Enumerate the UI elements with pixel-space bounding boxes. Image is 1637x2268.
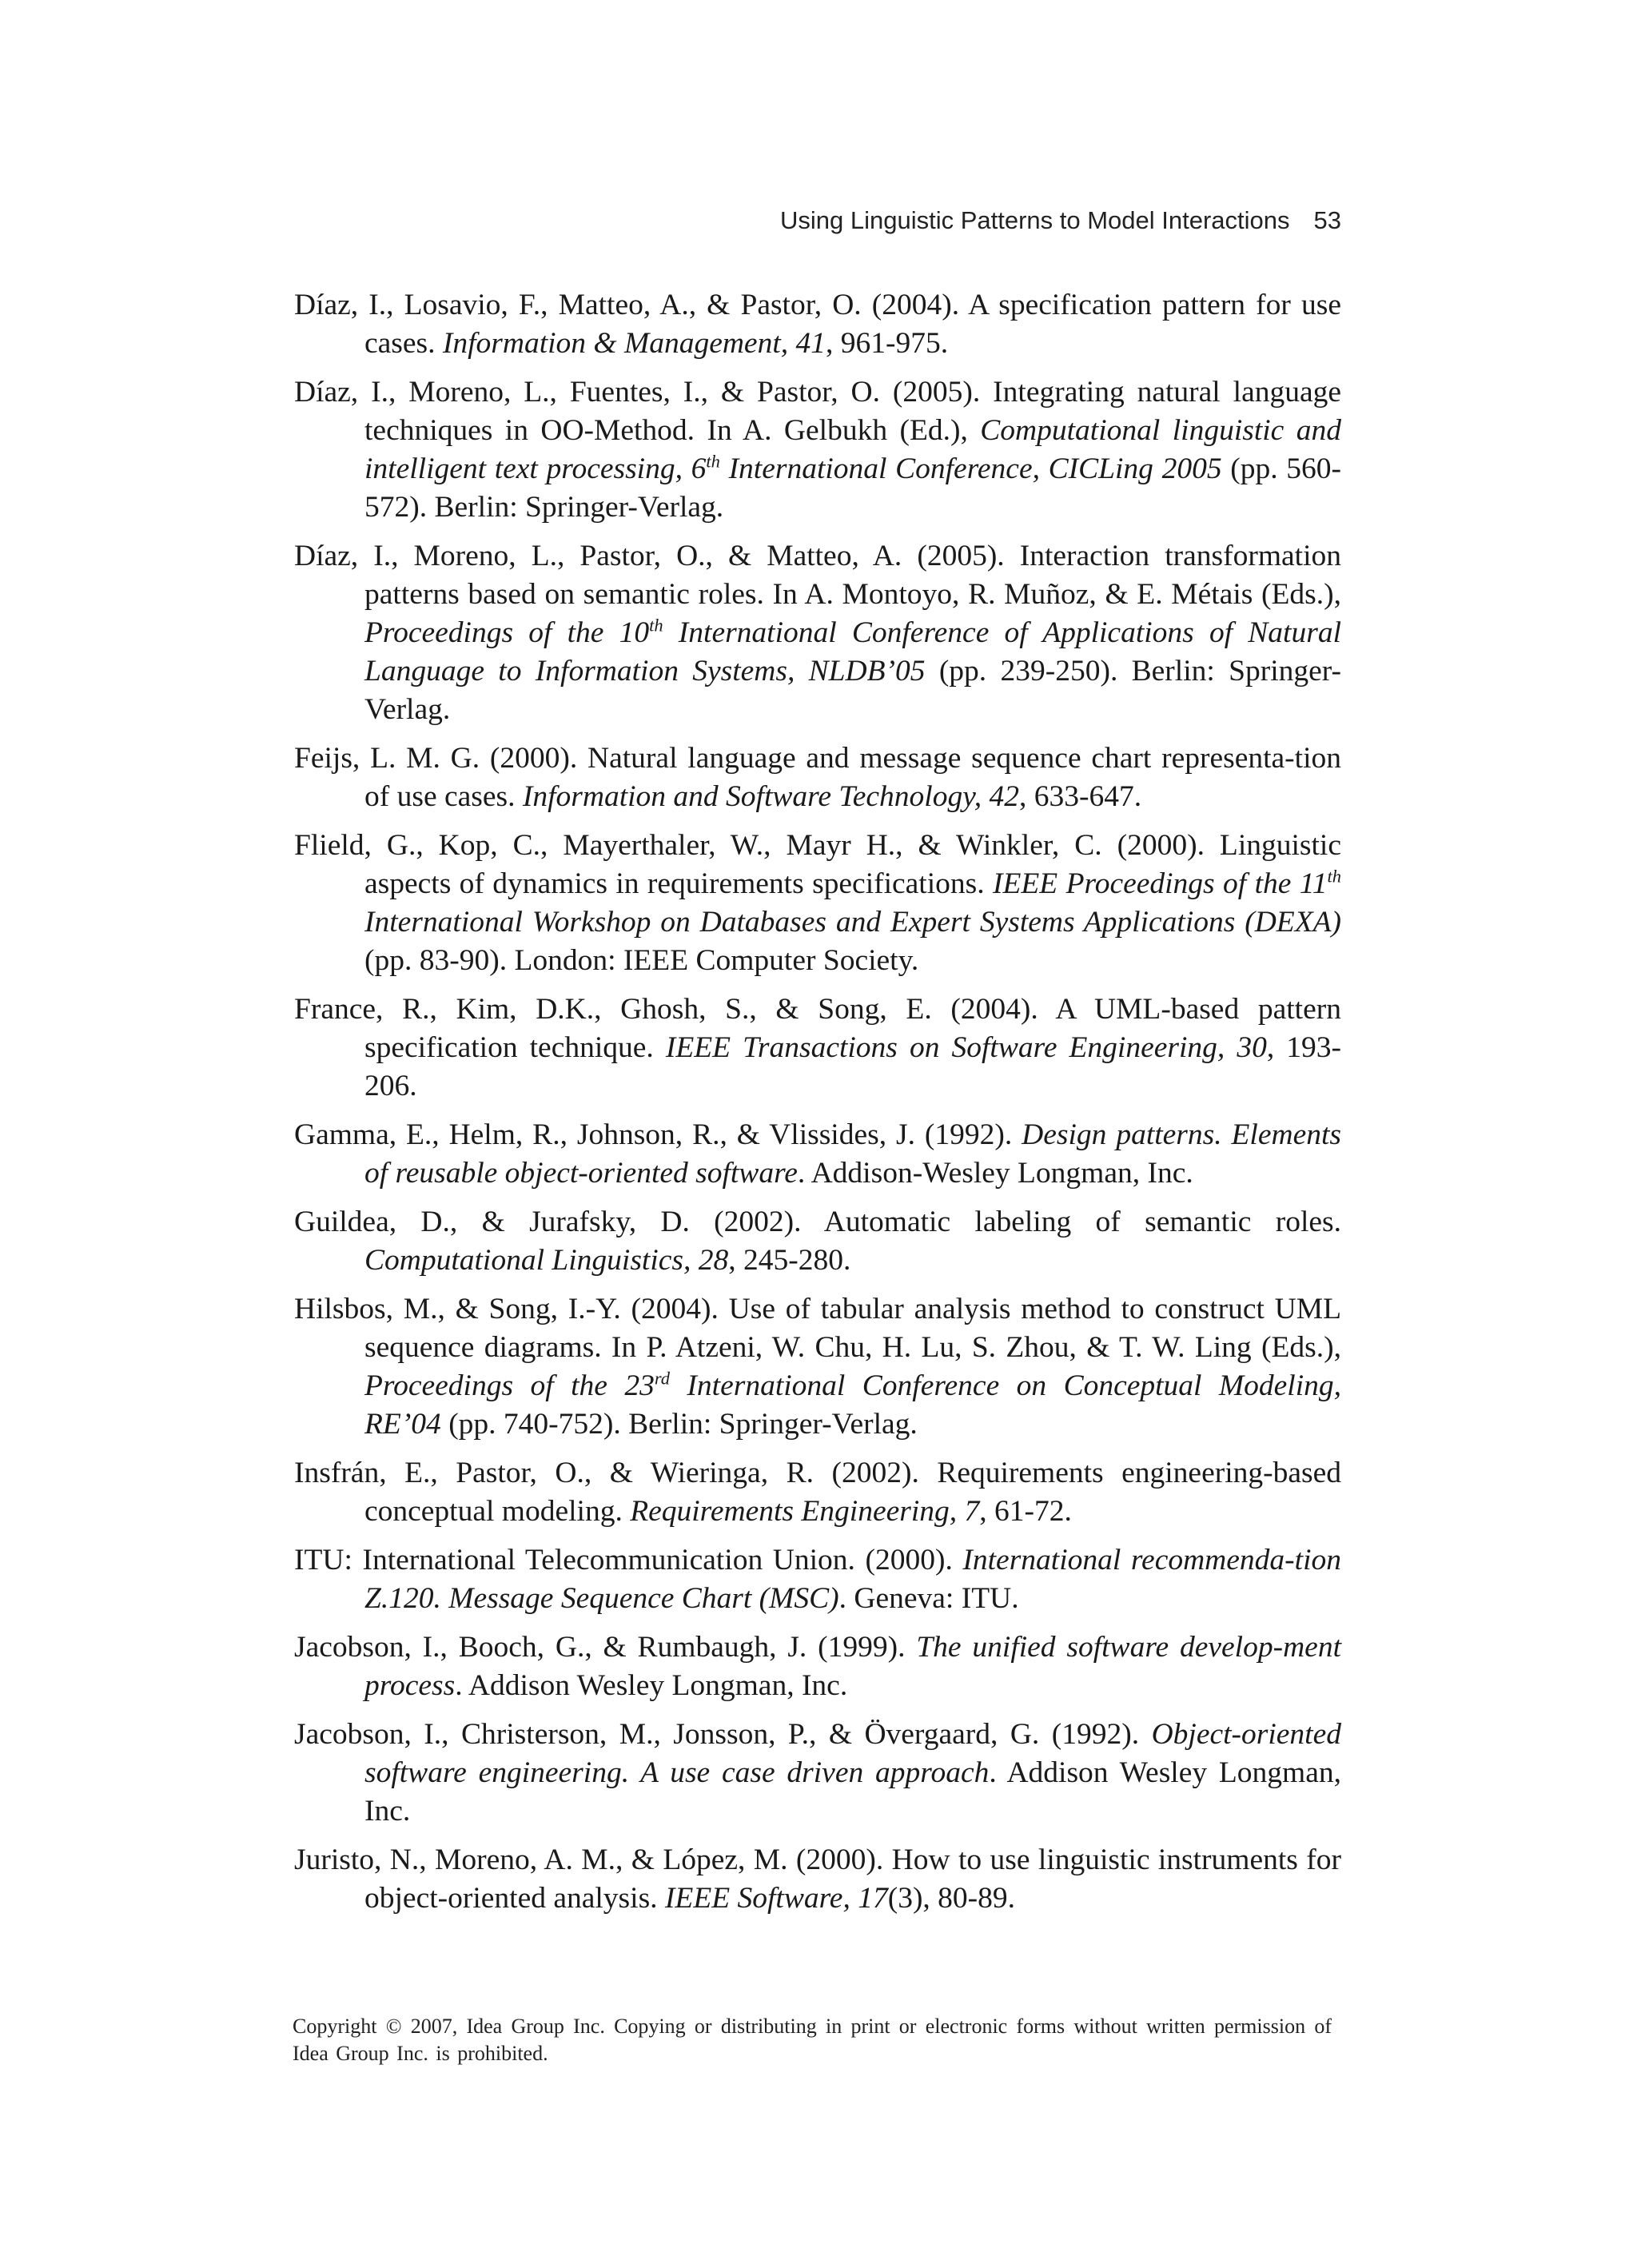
reference-text-segment: . Addison Wesley Longman, Inc. <box>455 1669 848 1702</box>
reference-text-segment: ITU: International Telecommunication Union. (2000). <box>294 1544 963 1576</box>
reference-entry <box>294 286 1341 363</box>
reference-text-segment: Jacobson, I., Booch, G., & Rumbaugh, J. (1999). <box>294 1631 917 1664</box>
reference-superscript: th <box>649 615 663 636</box>
reference-text-segment: France, R., Kim, D.K., Ghosh, S., & Song, E. (2004). A UML-based pattern specification technique. <box>294 993 1341 1064</box>
reference-text-segment: Díaz, I., Moreno, L., Fuentes, I., & Pastor, O. (2005). Integrating natural language techniques in OO-Method. In A. Gelbukh (Ed.), <box>294 376 1341 447</box>
reference-text-segment: . Addison-Wesley Longman, Inc. <box>797 1157 1193 1190</box>
reference-entry <box>294 1841 1341 1918</box>
reference-italic-segment: IEEE Transactions on Software Engineering, 30 <box>665 1031 1267 1064</box>
reference-text-segment: , 633-647. <box>1019 780 1142 813</box>
reference-text-segment: Jacobson, I., Christerson, M., Jonsson, P., & Övergaard, G. (1992). <box>294 1718 1152 1751</box>
reference-italic-segment: International Conference, CICLing 2005 <box>719 452 1222 485</box>
reference-italic-segment: IEEE Proceedings of the 11 <box>993 867 1328 900</box>
reference-text-segment: Guildea, D., & Jurafsky, D. (2002). Automatic labeling of semantic roles. <box>294 1206 1341 1238</box>
reference-italic-segment: International Conference of Applications of Natural Language to Information Systems, NLDB’05 <box>364 616 1341 688</box>
reference-text-segment: Feijs, L. M. G. (2000). Natural language and message sequence chart representa-tion of use cases. <box>294 742 1341 813</box>
reference-italic-segment: IEEE Software, 17 <box>664 1882 888 1915</box>
reference-list <box>294 286 1341 1928</box>
reference-entry <box>294 1454 1341 1531</box>
reference-text-segment: . Addison Wesley Longman, Inc. <box>364 1756 1341 1828</box>
reference-entry <box>294 1716 1341 1831</box>
reference-entry <box>294 739 1341 816</box>
reference-text-segment: (pp. 740-752). Berlin: Springer-Verlag. <box>440 1408 918 1441</box>
page-number: 53 <box>1313 206 1341 234</box>
reference-italic-segment: International recommenda-tion Z.120. Message Sequence Chart (MSC) <box>364 1544 1341 1615</box>
reference-text-segment: Díaz, I., Moreno, L., Pastor, O., & Matteo, A. (2005). Interaction transformation patterns based on semantic roles. In A. Montoyo, R. Muñoz, & E. Métais (Eds.), <box>294 540 1341 611</box>
reference-text-segment: , 193-206. <box>364 1031 1341 1102</box>
reference-italic-segment <box>649 616 663 649</box>
reference-entry <box>294 537 1341 729</box>
reference-entry <box>294 1203 1341 1280</box>
reference-text-segment: (pp. 239-250). Berlin: Springer-Verlag. <box>364 655 1341 726</box>
reference-text-segment: Insfrán, E., Pastor, O., & Wieringa, R. (2002). Requirements engineering-based conceptual modeling. <box>294 1457 1341 1528</box>
reference-text-segment: Flield, G., Kop, C., Mayerthaler, W., Mayr H., & Winkler, C. (2000). Linguistic aspects of dynamics in requirements specifications. <box>294 829 1341 900</box>
reference-superscript: rd <box>654 1368 670 1389</box>
reference-italic-segment: Object-oriented software engineering. A use case driven approach <box>364 1718 1341 1789</box>
running-header <box>719 206 1341 235</box>
reference-entry <box>294 827 1341 980</box>
reference-text-segment: . Geneva: ITU. <box>838 1582 1019 1615</box>
reference-italic-segment: International Conference on Conceptual Modeling, RE’04 <box>364 1369 1341 1441</box>
reference-italic-segment: Computational Linguistics, 28 <box>364 1244 729 1277</box>
reference-italic-segment: Proceedings of the 10 <box>364 616 650 649</box>
reference-text-segment: Juristo, N., Moreno, A. M., & López, M. (2000). How to use linguistic instruments for object-oriented analysis. <box>294 1843 1341 1915</box>
reference-italic-segment <box>655 1369 670 1402</box>
reference-italic-segment <box>1327 867 1341 900</box>
reference-italic-segment: International Workshop on Databases and Expert Systems Applications (DEXA) <box>364 906 1341 939</box>
reference-entry <box>294 1541 1341 1618</box>
reference-text-segment: Gamma, E., Helm, R., Johnson, R., & Vlissides, J. (1992). <box>294 1118 1022 1151</box>
copyright-notice: Copyright © 2007, Idea Group Inc. Copying or distributing in print or electronic forms without written permission of Idea Group Inc. is prohibited. <box>293 2015 1332 2065</box>
reference-entry <box>294 991 1341 1106</box>
reference-italic-segment: Information and Software Technology, 42 <box>522 780 1020 813</box>
reference-entry <box>294 1116 1341 1193</box>
reference-text-segment: , 245-280. <box>728 1244 851 1277</box>
reference-superscript: th <box>1327 866 1341 887</box>
reference-italic-segment: Information & Management, 41 <box>442 327 826 360</box>
reference-italic-segment <box>706 452 720 485</box>
reference-text-segment: , 61-72. <box>979 1495 1072 1528</box>
reference-italic-segment: Computational linguistic and intelligent text processing, 6 <box>364 414 1341 485</box>
reference-superscript: th <box>706 451 720 472</box>
reference-text-segment: (pp. 560-572). Berlin: Springer-Verlag. <box>364 452 1341 524</box>
reference-italic-segment: The unified software develop-ment process <box>364 1631 1341 1702</box>
reference-text-segment: (pp. 83-90). London: IEEE Computer Society. <box>364 944 919 977</box>
reference-text-segment: (3), 80-89. <box>887 1882 1016 1915</box>
reference-italic-segment: Proceedings of the 23 <box>364 1369 655 1402</box>
reference-text-segment: , 961-975. <box>826 327 949 360</box>
reference-entry <box>294 1290 1341 1444</box>
reference-text-segment: Díaz, I., Losavio, F., Matteo, A., & Pastor, O. (2004). A specification pattern for use cases. <box>294 289 1341 360</box>
running-header-title: Using Linguistic Patterns to Model Interactions <box>779 206 1290 234</box>
reference-entry <box>294 1628 1341 1705</box>
reference-italic-segment: Design patterns. Elements of reusable object-oriented software <box>364 1118 1341 1190</box>
reference-italic-segment: Requirements Engineering, 7 <box>630 1495 980 1528</box>
reference-entry <box>294 373 1341 527</box>
reference-text-segment: Hilsbos, M., & Song, I.-Y. (2004). Use of tabular analysis method to construct UML sequence diagrams. In P. Atzeni, W. Chu, H. Lu, S. Zhou, & T. W. Ling (Eds.), <box>294 1293 1341 1364</box>
